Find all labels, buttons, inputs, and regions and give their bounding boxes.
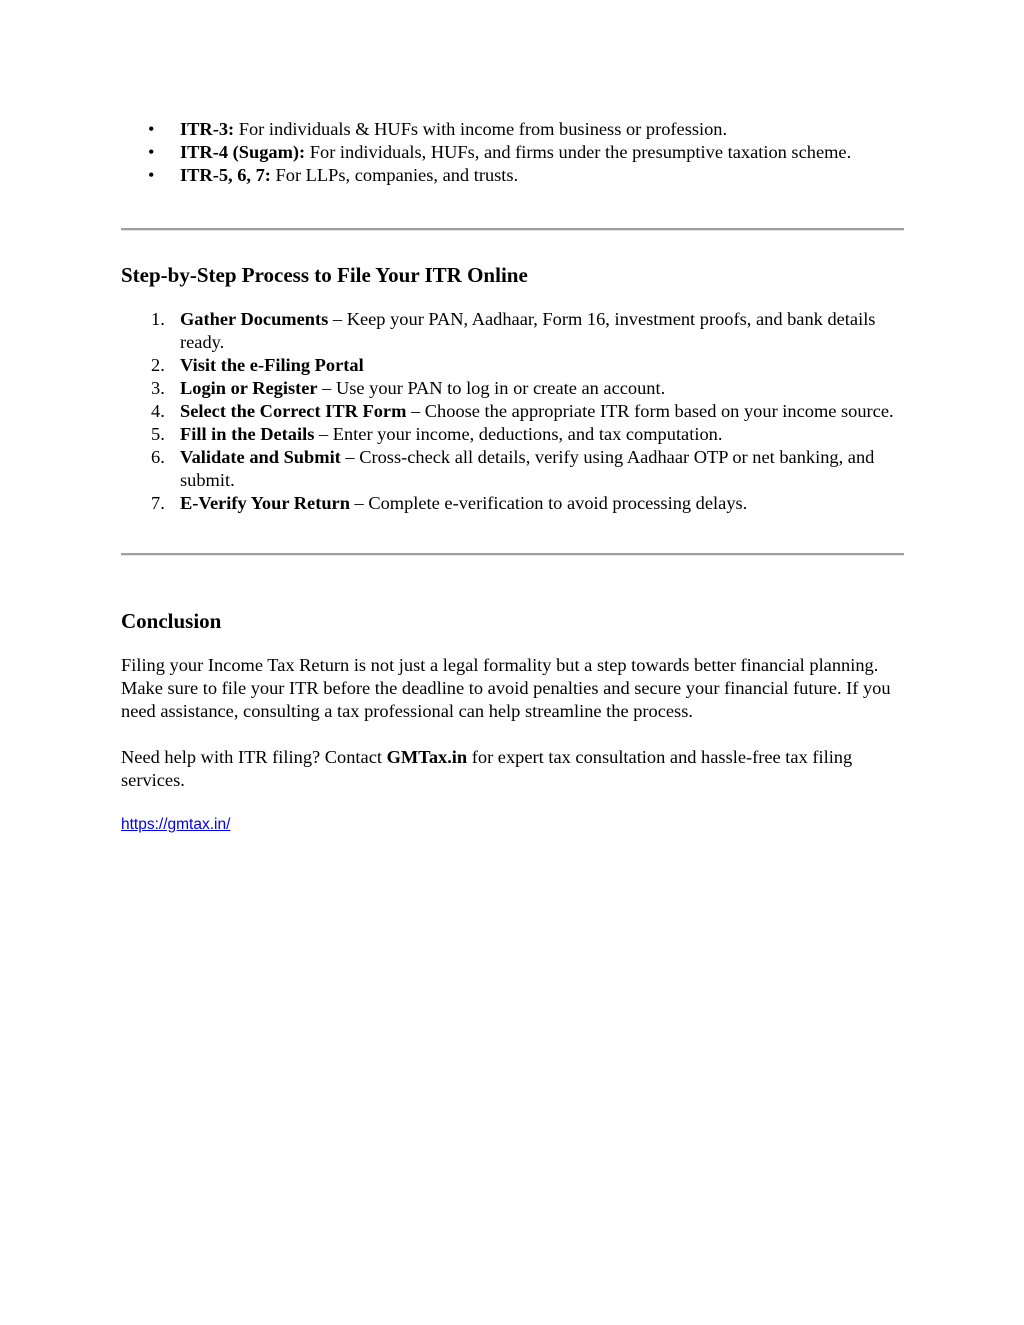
step-number: 3. (151, 378, 165, 398)
link-paragraph (121, 812, 904, 836)
steps-list (121, 308, 904, 515)
bullet-icon: • (148, 119, 155, 139)
contact-brand: GMTax.in (386, 747, 468, 767)
step-description: – Keep your PAN, Aadhaar, Form 16, investment proofs, and bank details ready. (180, 309, 876, 352)
step-description: – Cross-check all details, verify using Aadhaar OTP or net banking, and submit. (180, 447, 875, 490)
step-description: – Complete e-verification to avoid processing delays. (349, 493, 748, 513)
step-item (121, 354, 904, 377)
list-item (121, 118, 904, 141)
steps-heading: Step-by-Step Process to File Your ITR Online (121, 263, 528, 287)
bullet-icon: • (148, 165, 155, 185)
step-description: – Choose the appropriate ITR form based on your income source. (406, 401, 894, 421)
step-title: Visit the e-Filing Portal (180, 355, 364, 375)
step-number: 4. (151, 401, 165, 421)
step-description: – Enter your income, deductions, and tax computation. (314, 424, 723, 444)
step-item (121, 400, 904, 423)
step-number: 5. (151, 424, 165, 444)
step-item (121, 308, 904, 354)
step-title: Select the Correct ITR Form (180, 401, 407, 421)
step-item (121, 377, 904, 400)
document-page (121, 118, 904, 836)
step-item (121, 492, 904, 515)
website-link[interactable]: https://gmtax.in/ (121, 816, 231, 833)
contact-paragraph (121, 746, 904, 792)
section-divider (121, 228, 904, 231)
step-title: Fill in the Details (180, 424, 315, 444)
section-divider (121, 553, 904, 556)
step-number: 2. (151, 355, 165, 375)
step-number: 7. (151, 493, 165, 513)
itr-form-label: ITR-5, 6, 7: (180, 165, 271, 185)
bullet-icon: • (148, 142, 155, 162)
itr-forms-list (121, 118, 904, 187)
step-description: – Use your PAN to log in or create an account. (317, 378, 666, 398)
list-item (121, 141, 904, 164)
step-number: 1. (151, 309, 165, 329)
step-item (121, 446, 904, 492)
step-title: Validate and Submit (180, 447, 341, 467)
step-item (121, 423, 904, 446)
step-title: Login or Register (180, 378, 318, 398)
step-title: E-Verify Your Return (180, 493, 350, 513)
itr-form-description: For LLPs, companies, and trusts. (270, 165, 519, 185)
step-title: Gather Documents (180, 309, 329, 329)
conclusion-paragraph: Filing your Income Tax Return is not just a legal formality but a step towards better financial planning. Make sure to file your ITR before the deadline to avoid penalties and secure your financial future. If you need assistance, consulting a tax professional can help streamline the process. (121, 655, 891, 721)
itr-form-description: For individuals, HUFs, and firms under the presumptive taxation scheme. (305, 142, 852, 162)
contact-suffix: for expert tax consultation and hassle-free tax filing services. (121, 747, 853, 790)
step-number: 6. (151, 447, 165, 467)
contact-prefix: Need help with ITR filing? Contact (121, 747, 387, 767)
itr-form-description: For individuals & HUFs with income from business or profession. (234, 119, 728, 139)
list-item (121, 164, 904, 187)
itr-form-label: ITR-4 (Sugam): (180, 142, 306, 162)
conclusion-heading: Conclusion (121, 609, 222, 633)
itr-form-label: ITR-3: (180, 119, 235, 139)
